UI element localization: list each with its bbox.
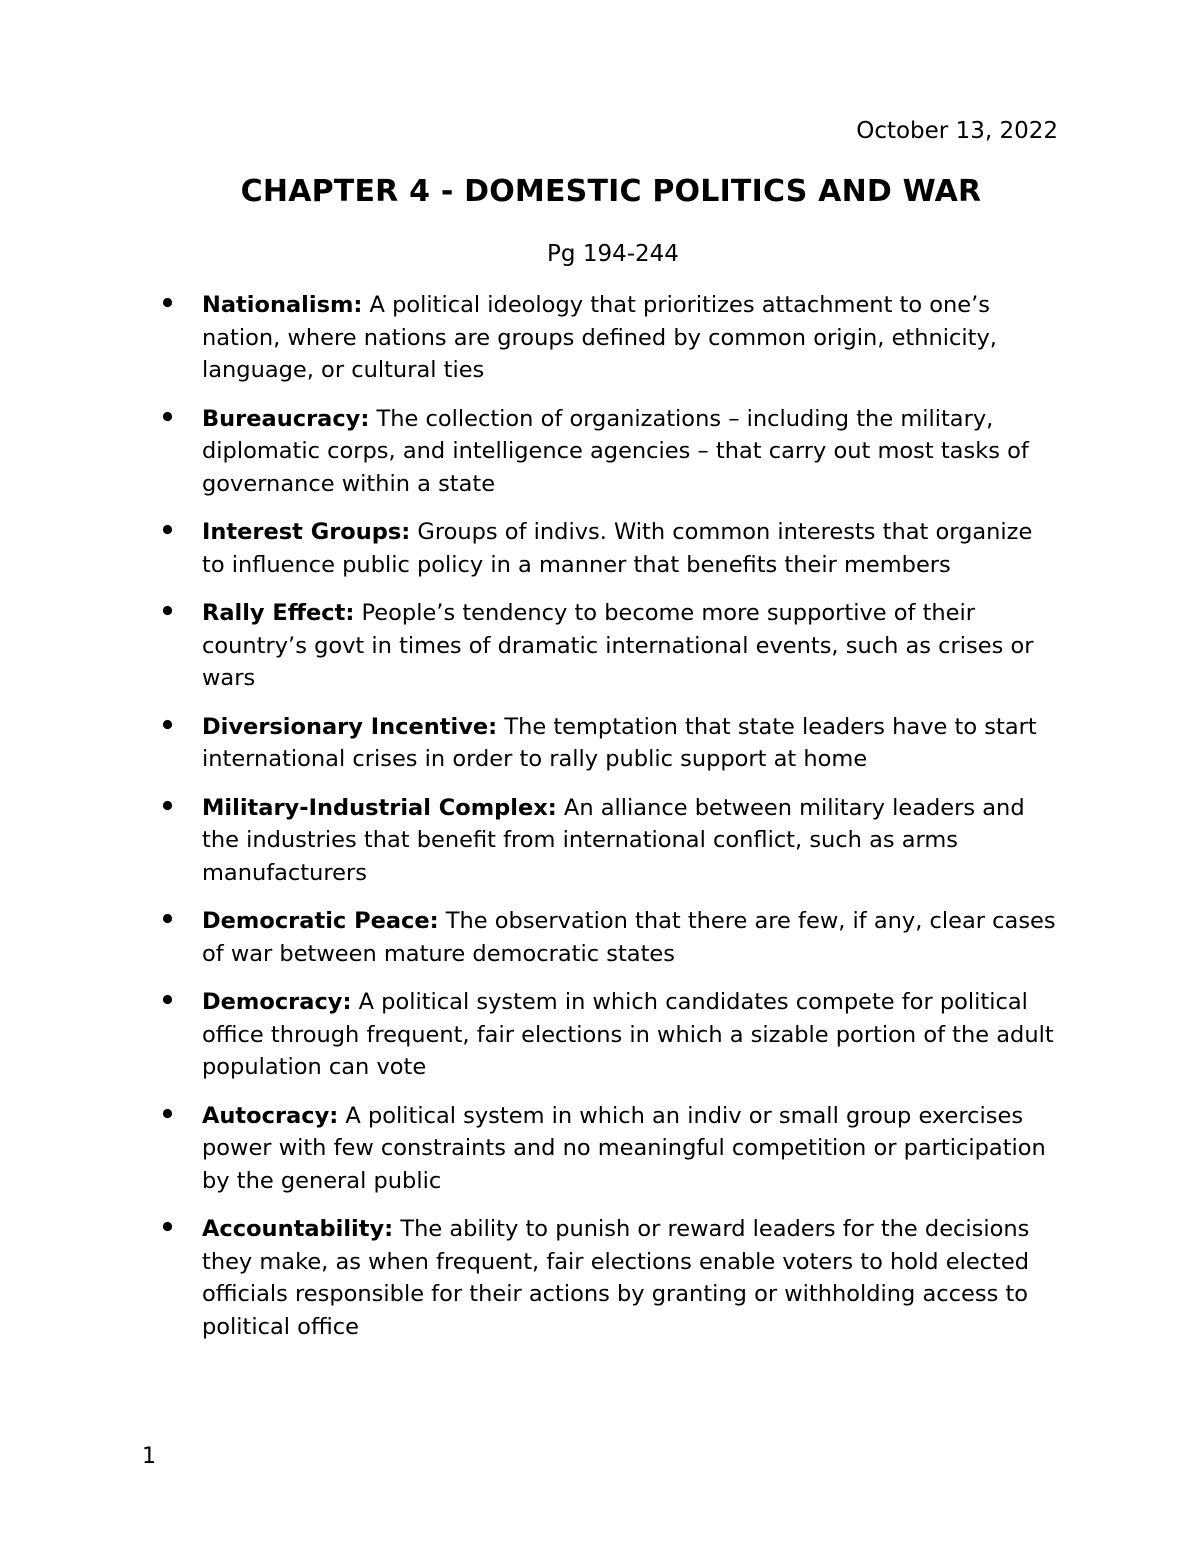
term-item bbox=[0, 792, 1200, 890]
chapter-title: CHAPTER 4 - DOMESTIC POLITICS AND WAR bbox=[240, 174, 982, 209]
term-definition: Groups of indivs. With common interests that organize to influence public policy in a manner that benefits their members bbox=[202, 519, 1033, 578]
term-definition: The observation that there are few, if any, clear cases of war between mature democratic states bbox=[202, 908, 1056, 967]
term-name: Accountability: bbox=[202, 1216, 394, 1242]
term-name: Diversionary Incentive: bbox=[202, 713, 498, 740]
term-definition: People’s tendency to become more supportive of their country’s govt in times of dramatic international events, such as crises or wars bbox=[202, 600, 1034, 691]
term-item bbox=[0, 1100, 1200, 1198]
term-item bbox=[0, 597, 1200, 695]
terms-list bbox=[0, 289, 1200, 1359]
bullet-dot-icon bbox=[162, 1108, 173, 1119]
bullet-dot-icon bbox=[162, 605, 173, 616]
term-name: Autocracy: bbox=[202, 1102, 339, 1129]
term-name: Democratic Peace: bbox=[202, 908, 439, 934]
page-number: 1 bbox=[142, 1444, 156, 1469]
bullet-dot-icon bbox=[162, 719, 173, 730]
term-name: Democracy: bbox=[202, 989, 352, 1015]
term-item bbox=[0, 289, 1200, 387]
term-name: Interest Groups: bbox=[202, 519, 411, 545]
term-definition: A political ideology that prioritizes attachment to one’s nation, where nations are groups defined by common origin, ethnicity, language, or cultural ties bbox=[202, 292, 997, 383]
bullet-dot-icon bbox=[162, 297, 173, 308]
term-definition: The ability to punish or reward leaders for the decisions they make, as when frequent, fair elections enable voters to hold elected officials responsible for their actions by granting or withholding access to political office bbox=[202, 1216, 1030, 1340]
bullet-dot-icon bbox=[162, 800, 173, 811]
term-name: Nationalism: bbox=[202, 292, 363, 318]
term-definition: The collection of organizations – including the military, diplomatic corps, and intelligence agencies – that carry out most tasks of governance within a state bbox=[202, 405, 1029, 497]
term-definition: A political system in which candidates compete for political office through frequent, fair elections in which a sizable portion of the adult population can vote bbox=[202, 989, 1054, 1080]
term-definition: The temptation that state leaders have to start international crises in order to rally public support at home bbox=[202, 713, 1037, 772]
term-item bbox=[0, 905, 1200, 970]
term-item bbox=[0, 403, 1200, 501]
term-item bbox=[0, 711, 1200, 776]
term-item bbox=[0, 986, 1200, 1084]
bullet-dot-icon bbox=[162, 524, 173, 535]
term-definition: An alliance between military leaders and the industries that benefit from international conflict, such as arms manufacturers bbox=[202, 794, 1025, 886]
term-definition: A political system in which an indiv or small group exercises power with few constraints and no meaningful competition or participation by the general public bbox=[202, 1102, 1046, 1194]
bullet-dot-icon bbox=[162, 411, 173, 422]
page-range: Pg 194-244 bbox=[547, 241, 679, 267]
bullet-dot-icon bbox=[162, 1221, 173, 1232]
term-name: Bureaucracy: bbox=[202, 405, 370, 432]
term-name: Rally Effect: bbox=[202, 600, 355, 626]
term-item bbox=[0, 1213, 1200, 1343]
document-date: October 13, 2022 bbox=[856, 118, 1058, 144]
bullet-dot-icon bbox=[162, 994, 173, 1005]
term-name: Military-Industrial Complex: bbox=[202, 794, 557, 821]
term-item bbox=[0, 516, 1200, 581]
bullet-dot-icon bbox=[162, 913, 173, 924]
